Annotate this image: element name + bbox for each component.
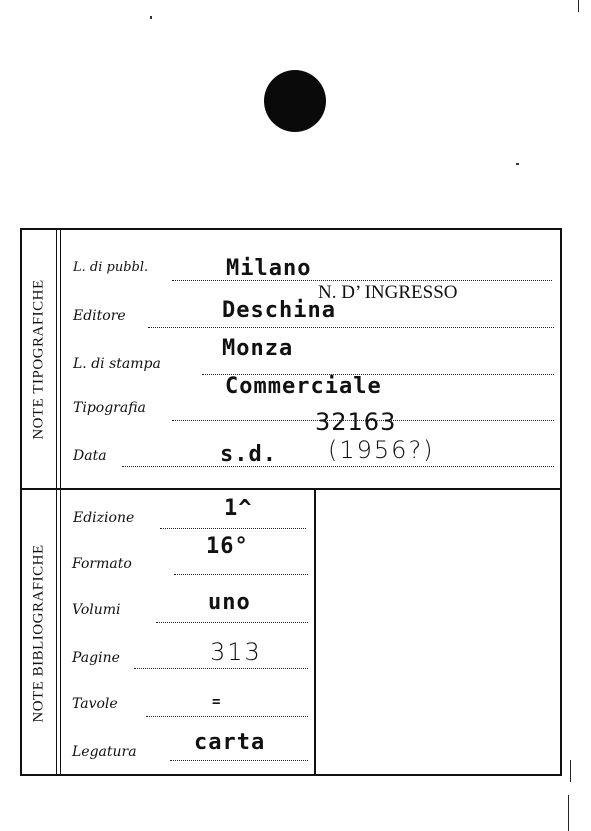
label-editore: Editore (73, 308, 126, 324)
section-divider (22, 488, 560, 490)
punch-hole (264, 70, 326, 132)
speck (150, 16, 152, 19)
label-data: Data (73, 448, 107, 464)
dotted-line (170, 760, 308, 761)
margin-rule (56, 230, 57, 488)
dotted-line (174, 574, 308, 575)
value-volumi: uno (208, 590, 251, 615)
label-volumi: Volumi (72, 602, 121, 618)
dotted-line (160, 528, 306, 529)
speck (516, 163, 519, 165)
value-data: s.d. (220, 442, 277, 467)
label-luogo-pubblicazione: L. di pubbl. (73, 260, 149, 275)
margin-rule (60, 490, 61, 774)
handwritten-year: (1956?) (328, 436, 435, 464)
value-pagine: 313 (210, 638, 262, 666)
label-tipografia: Tipografia (73, 400, 146, 416)
dotted-line (146, 716, 308, 717)
value-editore: Deschina (222, 298, 336, 323)
column-divider (314, 490, 316, 774)
value-legatura: carta (194, 730, 266, 755)
ingresso-header: N. D’ INGRESSO (318, 282, 458, 303)
label-tavole: Tavole (72, 696, 118, 712)
label-luogo-stampa: L. di stampa (73, 356, 161, 372)
section-label-tipografiche (24, 230, 54, 488)
value-tavole: = (212, 694, 222, 710)
dotted-line (122, 466, 554, 467)
value-edizione: 1^ (224, 496, 253, 521)
section-label-text: NOTE TIPOGRAFICHE (30, 278, 47, 440)
edge-mark (568, 795, 569, 831)
dotted-line (134, 668, 308, 669)
margin-rule (60, 230, 61, 488)
label-formato: Formato (72, 556, 132, 572)
label-pagine: Pagine (72, 650, 120, 666)
dotted-line (148, 327, 554, 328)
section-label-bibliografiche (24, 490, 54, 776)
value-formato: 16° (206, 534, 249, 559)
section-label-text: NOTE BIBLIOGRAFICHE (30, 543, 47, 723)
value-tipografia: Commerciale (225, 374, 382, 399)
ingresso-number: 32163 (315, 408, 397, 436)
value-luogo-pubblicazione: Milano (226, 256, 312, 281)
label-legatura: Legatura (72, 744, 137, 760)
catalog-card (20, 228, 562, 776)
margin-rule (56, 490, 57, 774)
edge-mark (570, 760, 571, 782)
dotted-line (156, 622, 308, 623)
edge-mark (578, 0, 579, 12)
label-edizione: Edizione (73, 510, 135, 526)
value-luogo-stampa: Monza (222, 336, 294, 361)
